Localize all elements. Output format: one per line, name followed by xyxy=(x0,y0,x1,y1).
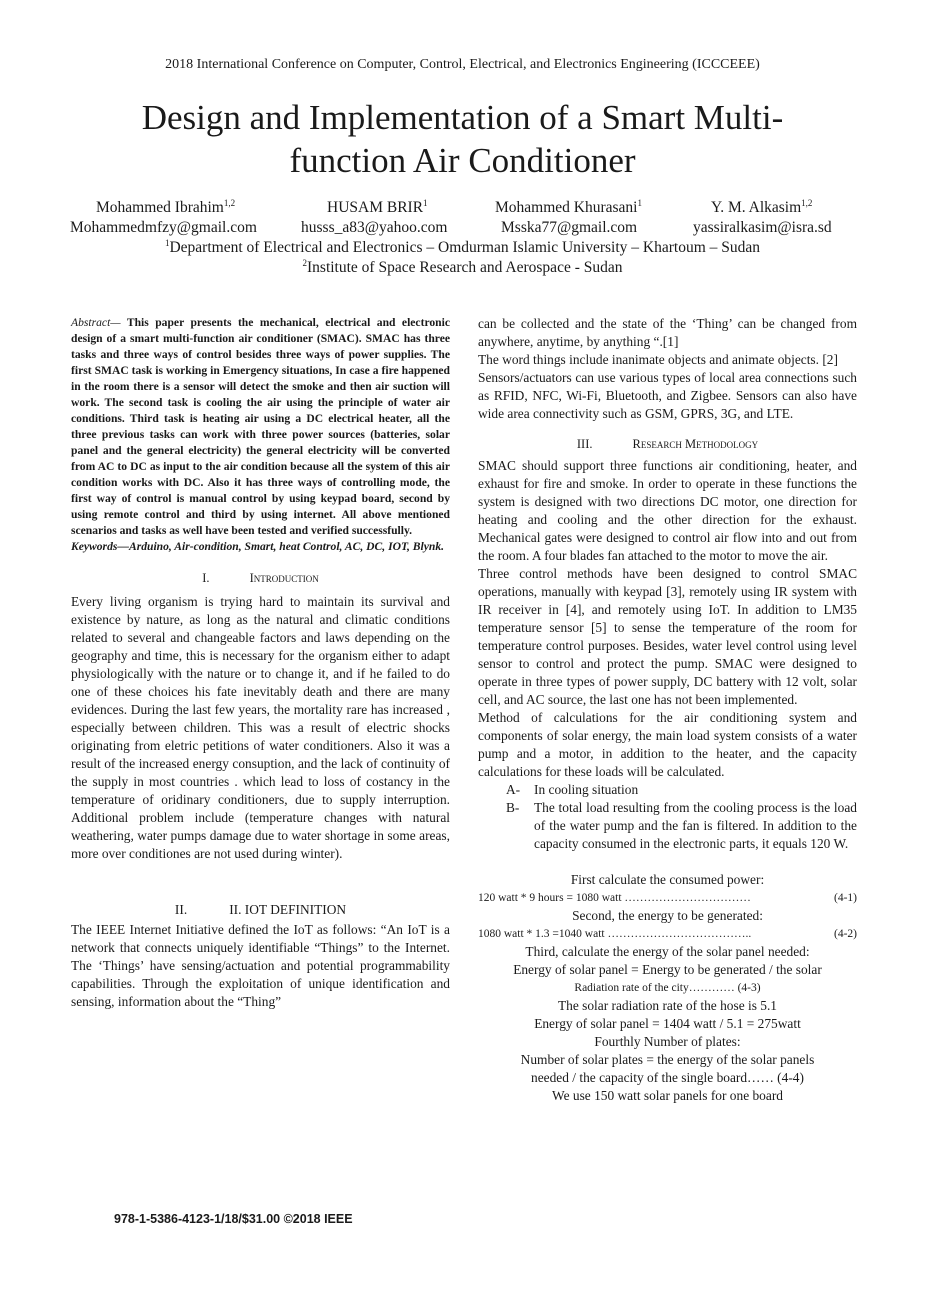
affiliation-1: $^1$Department of Electrical and Electronics – Omdurman Islamic University – Khartoum – Sudan xyxy=(164,237,761,256)
calc-line: Second, the energy to be generated: xyxy=(572,908,763,923)
copyright-footer: 978-1-5386-4123-1/18/$31.00 ©2018 IEEE xyxy=(114,1212,353,1226)
iot-paragraph: The IEEE Internet Initiative defined the IoT as follows: “An IoT is a network that connects uniquely identifiable “Things” to the Internet. The ‘Things’ have sensing/actuation and potential programmability capabilities. Through the exploitation of unique identification and sensing, information about the “Thing” xyxy=(71,922,450,1009)
situation-list xyxy=(478,781,857,853)
methodology-paragraph-2: Three control methods have been designed to control SMAC operations, manually with keypad [3], remotely using IR system with IR receiver in [4], and remotely using IoT. In addition to LM35 temperature sensor [5] to sense the temperature of the room for temperature control purposes. Besides, water level control using level sensor to control and protect the pump. SMAC were designed to operate in three types of power supply, DC battery with 12 volt, solar cell, and AC source, the last one has not been implemented. xyxy=(478,566,857,707)
abstract: Abstract— This paper presents the mechanical, electrical and electronic design of a smart multi-function air conditioner (SMAC). SMAC has three tasks and three ways of control besides three ways of power supplies. The first SMAC task is working in Emergency situations, In case a fire happened in the room there is a sensor will detect the smoke and then air suction will work. The second task is cooling the air using the principle of water air conditions. Third task is heating air using a DC electrical heater, all the three previous tasks can work with three power sources (batteries, solar panel and the general electricity) the general electricity will be converted from AC to DC as input to the air condition because all the system of this air condition works with DC. Also it has three ways of controlling mode, the first way of control is manual control by using keypad board, second by using remote control and third by using internet. All above mentioned scenarios and tasks as well have been tested and verified successfully. xyxy=(71,316,450,537)
calc-line: Energy of solar panel = Energy to be generated / the solar xyxy=(513,962,822,977)
author-emails-row xyxy=(60,218,865,238)
author-name: Mohammed Ibrahim$^{1,2}$ xyxy=(96,197,236,216)
calc-line: Number of solar plates = the energy of the solar panels xyxy=(520,1052,815,1067)
calc-line: Third, calculate the energy of the solar panel needed: xyxy=(525,944,810,959)
title-line-2: function Air Conditioner xyxy=(289,141,636,180)
author-email: yassiralkasim@isra.sd xyxy=(693,219,832,236)
calculation-block xyxy=(478,871,857,1105)
calc-line: Fourthly Number of plates: xyxy=(594,1034,741,1049)
right-column xyxy=(478,315,857,1105)
introduction-paragraph: Every living organism is trying hard to maintain its survival and existence by nature, as long as the natural and climatic conditions related to several and changeable factors and laws depending on the geography and time, this is necessary for the organism either to adapt physiologically with the nature or to change it, and if he failed to do one of these choices his fate inevitably death and there are many evidences. During the last few years, the mortality rare has increased , especially between children. This was a result of electric shocks originating from eletric petitions of water conditioners. Also it was a result of the increased energy consuption, and the lack of continuity of the supply in most countries . which lead to loss of costancy in the temperature of oridinary conditioners, due to supply interruption. Additional problem include (temperature changes with natural weathering, water pumps damage due to water shortage in some areas, more over conditiones are not used during winter). xyxy=(71,594,450,861)
equation-4-3: Radiation rate of the city………… (4-3) xyxy=(574,982,761,994)
methodology-paragraph-1: SMAC should support three functions air conditioning, heater, and exhaust for fire and smoke. In order to operate in these functions the system is designed with two directions DC motor, one direction for heating and cooling and the other direction for the exhaust. Mechanical gates were designed to control air flow into and out from the room. A four blades fan attached to the motor to move the air. xyxy=(478,458,857,563)
things-paragraph: The word things include inanimate objects and animate objects. [2] xyxy=(478,352,838,367)
methodology-paragraph-3: Method of calculations for the air conditioning system and components of solar energy, the main load system consists of a water pump and a motor, in addition to the heater, and the capacity calculations for these loads will be calculated. xyxy=(478,710,857,779)
author-block xyxy=(60,198,865,278)
left-column xyxy=(71,315,450,1011)
section-heading-iot: II. II. IOT DEFINITION xyxy=(174,902,347,917)
equation-4-4: needed / the capacity of the single board…… (4-4) xyxy=(531,1070,804,1085)
conference-header: 2018 International Conference on Computer, Control, Electrical, and Electronics Engineering (ICCCEEE) xyxy=(165,57,760,72)
equation-4-2: 1080 watt * 1.3 =1040 watt ……………………………….. (4-2) xyxy=(478,928,857,940)
affiliation-2: $^2$Institute of Space Research and Aerospace - Sudan xyxy=(302,257,623,276)
calc-line: The solar radiation rate of the hose is 5.1 xyxy=(557,998,778,1013)
section-heading-methodology: III. Research Methodology xyxy=(576,437,759,451)
section-heading-introduction: I. Introduction xyxy=(202,571,319,585)
iot-continued-paragraph: can be collected and the state of the ‘Thing’ can be changed from anywhere, anytime, by anything “.[1] xyxy=(478,316,857,349)
author-names-row xyxy=(60,198,865,218)
author-name: HUSAM BRIR$^1$ xyxy=(327,197,428,216)
list-item: B- The total load resulting from the cooling process is the load of the water pump and the fan is filtered. In addition to the capacity consumed in the electronic parts, it equals 120 W. xyxy=(506,800,857,851)
title-line-1: Design and Implementation of a Smart Multi- xyxy=(141,98,784,137)
calc-line: Energy of solar panel = 1404 watt / 5.1 = 275watt xyxy=(534,1016,801,1031)
equation-4-1: 120 watt * 9 hours = 1080 watt …………………………… (4-1) xyxy=(478,892,857,904)
author-email: Msska77@gmail.com xyxy=(501,219,638,236)
list-item: A- In cooling situation xyxy=(506,782,639,797)
author-name: Y. M. Alkasim$^{1,2}$ xyxy=(711,197,813,216)
author-email: husss_a83@yahoo.com xyxy=(301,219,448,236)
paper-title xyxy=(100,96,825,182)
author-email: Mohammedmfzy@gmail.com xyxy=(70,219,257,236)
sensors-paragraph: Sensors/actuators can use various types of local area connections such as RFID, NFC, Wi-Fi, Bluetooth, and Zigbee. Sensors can also have wide area connectivity such as GSM, GPRS, 3G, and LTE. xyxy=(478,370,857,421)
calc-line: We use 150 watt solar panels for one board xyxy=(552,1088,783,1103)
calc-line: First calculate the consumed power: xyxy=(570,872,765,887)
author-name: Mohammed Khurasani$^1$ xyxy=(495,197,642,216)
keywords: Keywords—Arduino, Air-condition, Smart, heat Control, AC, DC, IOT, Blynk. xyxy=(71,540,445,553)
